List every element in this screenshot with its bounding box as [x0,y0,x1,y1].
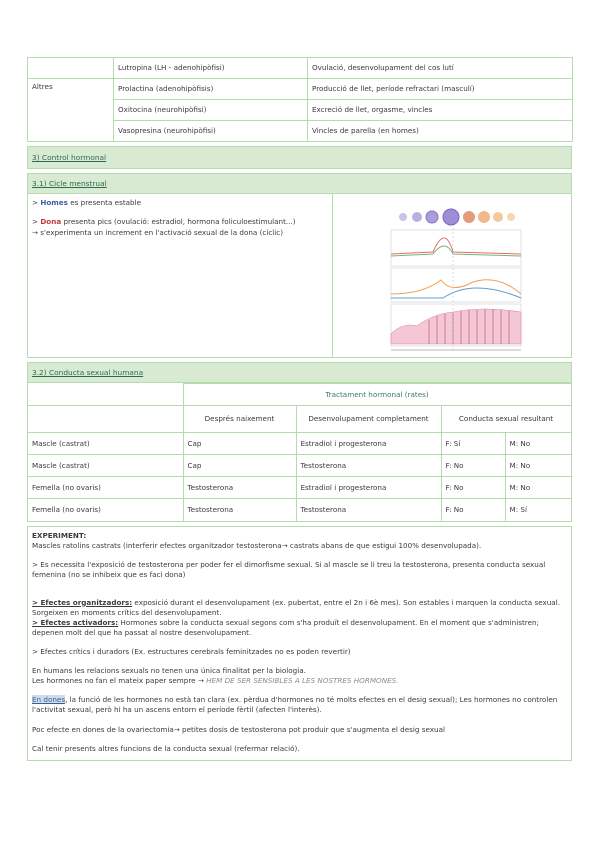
col-header: Conducta sexual resultant [441,406,571,433]
emphasis-text: HEM DE SER SENSIBLES A LES NOSTRES HORMONES. [206,676,399,686]
experiment-paragraph: Mascles ratolins castrats (interferir efectes organitzador testosterona→ castrats abans de que estigui 100% desenvolupada). [32,540,482,550]
hormone-name: Prolactina (adenohipòfisis) [114,79,308,100]
section-cicle-menstrual [27,173,572,358]
hormone-effect: Producció de llet, període refractari (masculí) [308,79,573,100]
experiment-paragraph: > Efectes activadors: Hormones sobre la conducta sexual segons com s'ha produït el desenvolupament. En el moment que s'administren; depenen molt del que ha passat al nostre desenvolupament. [32,617,539,638]
col-header: Després naixement [183,406,296,433]
conducta-table [28,383,572,521]
hormone-group-cell [28,58,114,79]
hormone-name: Vasopresina (neurohipòfisi) [114,121,308,142]
term-organitzadors: > Efectes organitzadors: [32,597,133,607]
keyword-dona: Dona [40,217,62,227]
section-conducta-sexual [27,362,572,522]
menstrual-cycle-diagram [333,194,571,357]
experiment-paragraph: Cal tenir presents altres funcions de la conducta sexual (refermar relació). [32,743,300,753]
experiment-paragraph: > Es necessita l'exposició de testosterona per poder fer el dimorfisme sexual. Si al mascle se li treu la testosterona, presenta conducta sexual femenina (no se inhibeix que es faci dona) [32,559,546,579]
experiment-paragraph: En dones, la funció de les hormones no està tan clara (ex. pèrdua d'hormones no té molts efectes en el desig sexual); Les hormones no controlen l'activitat sexual, però hi ha un ascens entorn el període fèrtil (afecten l'interès). [32,695,558,715]
document-page [27,57,572,761]
experiment-box [27,526,572,761]
experiment-paragraph: > Efectes crítics i duradors (Ex. estructures cerebrals feminitzades no es poden revertir) [32,647,351,657]
keyword-homes: Homes [40,198,68,207]
table-row: Femella (no ovaris) Testosterona Testosterona F: No M: Sí [28,499,571,521]
hormone-effect: Excreció de llet, orgasme, vincles [308,100,573,121]
hormone-table [27,57,573,142]
table-row: Mascle (castrat) Cap Testosterona F: No M: No [28,455,571,477]
hormone-group-label: Altres [28,79,114,142]
table-row: Femella (no ovaris) Testosterona Estradiol i progesterona F: No M: No [28,477,571,499]
hormone-effect: Vincles de parella (en homes) [308,121,573,142]
section-title: 3.2) Conducta sexual humana [28,363,571,383]
follicle-stages [399,209,515,225]
hormone-name: Lutropina (LH - adenohipòfisi) [114,58,308,79]
hormone-name: Oxitocina (neurohipòfisi) [114,100,308,121]
table-row: Mascle (castrat) Cap Estradiol i progesterona F: Sí M: No [28,433,571,455]
section-control-hormonal [27,146,572,169]
term-activadors: > Efectes activadors: [32,617,119,627]
highlight-en-dones: En dones [32,695,66,705]
cicle-text: > Homes es presenta estable > Dona presenta pics (ovulació: estradiol, hormona foliculoestimulant...) → s'experimenta un increment en l'activació sexual de la dona (cíclic) [28,194,333,357]
section-title: 3) Control hormonal [28,147,571,168]
experiment-paragraph: En humans les relacions sexuals no tenen una única finalitat per la biologia. [32,666,306,676]
group-header: Tractament hormonal (rates) [183,384,571,406]
experiment-paragraph: Les hormones no fan el mateix paper sempre → HEM DE SER SENSIBLES A LES NOSTRES HORMONES. [32,676,399,686]
hormone-effect: Ovulació, desenvolupament del cos lutí [308,58,573,79]
experiment-paragraph: > Efectes organitzadors: exposició durant el desenvolupament (ex. pubertat, entre el 2n i 6è mes). Son estables i marquen la conducta sexual. Sorgeixen en moments crítics del desenvolupament. [32,597,560,617]
menstrual-cycle-figure [333,194,571,357]
section-title: 3.1) Cicle menstrual [28,174,571,194]
experiment-paragraph: Poc efecte en dones de la ovariectomia→ petites dosis de testosterona pot produir que s'augmenta el desig sexual [32,724,445,734]
experiment-title: EXPERIMENT: [32,530,87,540]
col-header: Desenvolupament completament [296,406,441,433]
